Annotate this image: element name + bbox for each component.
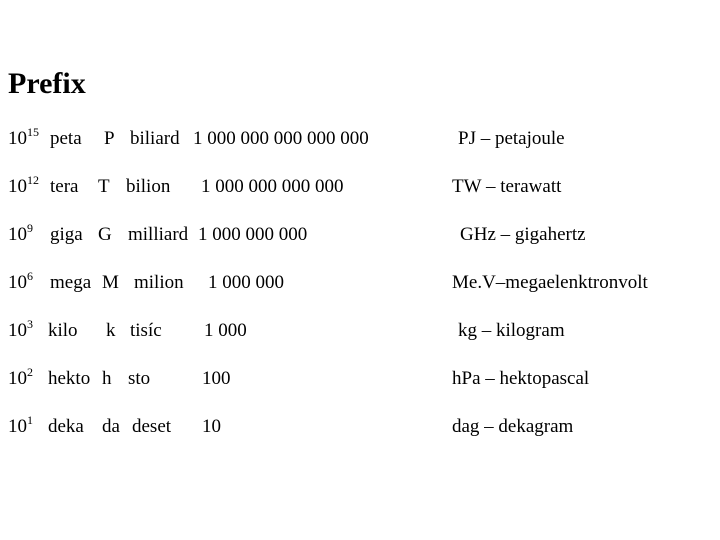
power-exponent: 15: [27, 125, 39, 139]
prefix-name: peta: [50, 128, 82, 149]
prefix-symbol: da: [102, 416, 120, 437]
power-of-ten: [8, 414, 33, 440]
number-value: 1 000: [204, 320, 247, 341]
prefix-symbol: T: [98, 176, 110, 197]
prefix-symbol: k: [106, 320, 116, 341]
number-value: 100: [202, 368, 231, 389]
power-base: 10: [8, 176, 27, 197]
prefix-name: deka: [48, 416, 84, 437]
prefix-row-deka: [0, 414, 720, 440]
power-base: 10: [8, 368, 27, 389]
power-of-ten: [8, 174, 39, 200]
unit-example: kg – kilogram: [458, 320, 565, 341]
power-base: 10: [8, 272, 27, 293]
unit-example: PJ – petajoule: [458, 128, 565, 149]
number-word: milliard: [128, 224, 189, 245]
power-base: 10: [8, 224, 27, 245]
prefix-symbol: h: [102, 368, 112, 389]
prefix-symbol: G: [98, 224, 112, 245]
power-of-ten: [8, 366, 33, 392]
power-of-ten: [8, 222, 33, 248]
prefix-row-peta: [0, 126, 720, 152]
number-word: biliard: [130, 128, 180, 149]
number-word: tisíc: [130, 320, 162, 341]
power-exponent: 6: [27, 269, 33, 283]
power-exponent: 1: [27, 413, 33, 427]
prefix-row-tera: [0, 174, 720, 200]
prefix-symbol: P: [104, 128, 115, 149]
prefix-row-hekto: [0, 366, 720, 392]
prefix-name: mega: [50, 272, 92, 293]
unit-example: dag – dekagram: [452, 416, 574, 437]
power-exponent: 12: [27, 173, 39, 187]
prefix-name: tera: [50, 176, 79, 197]
power-of-ten: [8, 126, 39, 152]
power-exponent: 9: [27, 221, 33, 235]
number-word: milion: [134, 272, 184, 293]
power-exponent: 3: [27, 317, 33, 331]
number-word: deset: [132, 416, 172, 437]
prefix-name: kilo: [48, 320, 78, 341]
power-base: 10: [8, 416, 27, 437]
power-base: 10: [8, 320, 27, 341]
prefix-row-kilo: [0, 318, 720, 344]
number-word: bilion: [126, 176, 171, 197]
prefix-symbol: M: [102, 272, 119, 293]
number-word: sto: [128, 368, 151, 389]
unit-example: GHz – gigahertz: [460, 224, 586, 245]
number-value: 1 000 000 000 000 000: [193, 128, 369, 149]
power-of-ten: [8, 270, 33, 296]
page-title: Prefix: [8, 67, 86, 100]
power-base: 10: [8, 128, 27, 149]
unit-example: Me.V–megaelenktronvolt: [452, 272, 648, 293]
prefix-name: giga: [50, 224, 83, 245]
number-value: 1 000 000 000: [198, 224, 308, 245]
prefix-row-giga: [0, 222, 720, 248]
prefix-name: hekto: [48, 368, 91, 389]
power-exponent: 2: [27, 365, 33, 379]
unit-example: hPa – hektopascal: [452, 368, 590, 389]
number-value: 1 000 000 000 000: [201, 176, 344, 197]
number-value: 1 000 000: [208, 272, 284, 293]
number-value: 10: [202, 416, 221, 437]
power-of-ten: [8, 318, 33, 344]
unit-example: TW – terawatt: [452, 176, 562, 197]
prefix-row-mega: [0, 270, 720, 296]
